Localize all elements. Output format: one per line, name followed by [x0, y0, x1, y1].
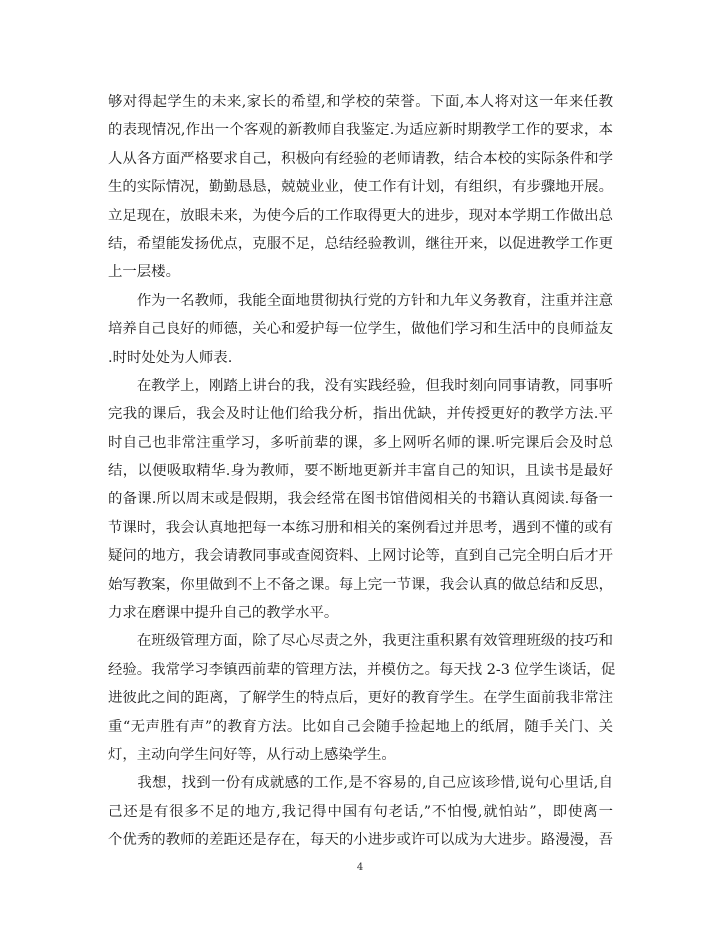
- text-line: 的备课.所以周末或是假期，我会经常在图书馆借阅相关的书籍认真阅读.每备一: [108, 491, 613, 508]
- text-line: 的表现情况,作出一个客观的新教师自我鉴定.为适应新时期教学工作的要求，本: [108, 122, 613, 139]
- text-line: 疑问的地方，我会请教同事或查阅资料、上网讨论等，直到自己完全明白后才开: [108, 548, 613, 565]
- text-line: 个优秀的教师的差距还是存在，每天的小进步或许可以成为大进步。路漫漫，吾: [108, 832, 613, 849]
- text-line: 己还是有很多不足的地方,我记得中国有句老话,”不怕慢,就怕站”，即使离一: [108, 803, 613, 820]
- page-number: 4: [356, 862, 364, 873]
- text-line: 我想，找到一份有成就感的工作,是不容易的,自己应该珍惜,说句心里话,自: [108, 775, 613, 792]
- text-line: .时时处处为人师表.: [108, 349, 233, 366]
- text-line: 结，希望能发扬优点，克服不足，总结经验教训，继往开来，以促进教学工作更: [108, 235, 613, 252]
- text-line: 生的实际情况，勤勤恳恳，兢兢业业，使工作有计划，有组织，有步骤地开展。: [108, 179, 613, 196]
- text-line: 经验。我常学习李镇西前辈的管理方法，并模仿之。每天找 2-3 位学生谈话，促: [108, 661, 616, 678]
- text-line: 上一层楼。: [108, 264, 180, 281]
- paragraph: [108, 88, 613, 287]
- paragraph: [108, 287, 613, 372]
- text-line: 培养自己良好的师德，关心和爱护每一位学生，做他们学习和生活中的良师益友: [108, 321, 613, 338]
- text-line: 重“无声胜有声”的教育方法。比如自己会随手捡起地上的纸屑，随手关门、关: [108, 718, 613, 735]
- body-text: [108, 88, 616, 855]
- paragraph: [108, 372, 613, 628]
- text-line: 作为一名教师，我能全面地贯彻执行党的方针和九年义务教育，注重并注意: [108, 292, 613, 309]
- text-line: 始写教案，你里做到不上不备之课。每上完一节课，我会认真的做总结和反思，: [108, 576, 613, 593]
- paragraph: [108, 769, 613, 854]
- text-line: 节课时，我会认真地把每一本练习册和相关的案例看过并思考，遇到不懂的或有: [108, 519, 613, 536]
- text-line: 灯，主动向学生问好等，从行动上感染学生。: [108, 746, 396, 763]
- text-line: 人从各方面严格要求自己，积极向有经验的老师请教，结合本校的实际条件和学: [108, 150, 613, 167]
- text-line: 立足现在，放眼未来，为使今后的工作取得更大的进步，现对本学期工作做出总: [108, 207, 613, 224]
- text-line: 结，以便吸取精华.身为教师，要不断地更新并丰富自己的知识，且读书是最好: [108, 463, 613, 480]
- text-line: 在班级管理方面，除了尽心尽责之外，我更注重积累有效管理班级的技巧和: [108, 633, 613, 650]
- paragraph: [108, 627, 616, 769]
- text-line: 力求在磨课中提升自己的教学水平。: [108, 605, 339, 622]
- text-line: 完我的课后，我会及时让他们给我分析，指出优缺，并传授更好的教学方法.平: [108, 406, 613, 423]
- text-line: 够对得起学生的未来,家长的希望,和学校的荣誉。下面,本人将对这一年来任教: [108, 94, 613, 110]
- text-line: 进彼此之间的距离，了解学生的特点后，更好的教育学生。在学生面前我非常注: [108, 690, 613, 707]
- text-line: 在教学上，刚踏上讲台的我，没有实践经验，但我时刻向同事请教，同事听: [108, 377, 613, 394]
- text-line: 时自己也非常注重学习，多听前辈的课，多上网听名师的课.听完课后会及时总: [108, 434, 613, 451]
